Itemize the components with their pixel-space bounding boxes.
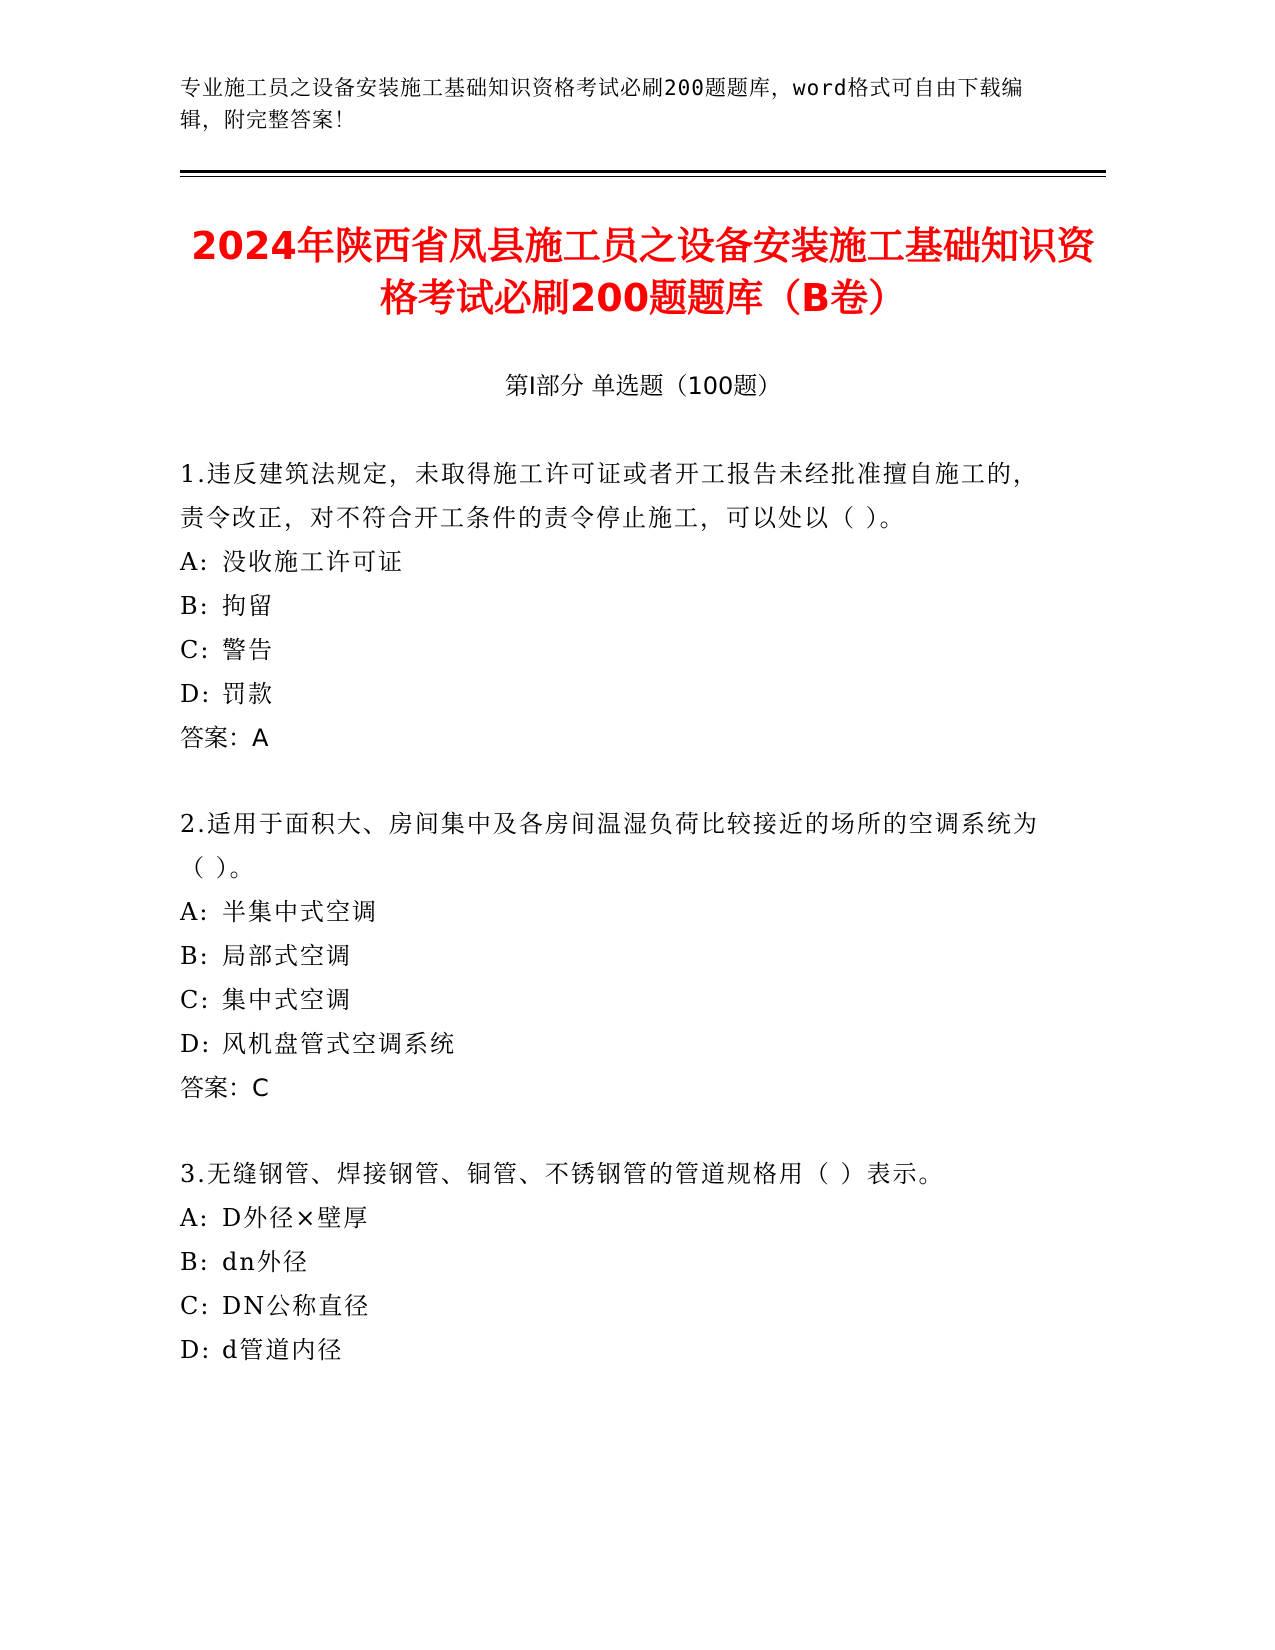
question-1: [180, 452, 1040, 760]
option-text: 半集中式空调: [222, 898, 378, 926]
option-text: 警告: [222, 636, 274, 664]
option-a: [180, 540, 1040, 584]
document-title: 2024年陕西省凤县施工员之设备安装施工基础知识资格考试必刷200题题库（B卷）: [191, 224, 1095, 320]
header-note: 专业施工员之设备安装施工基础知识资格考试必刷200题题库，word格式可自由下载编辑，附完整答案！: [180, 76, 1024, 132]
option-letter: C:: [180, 1292, 211, 1320]
option-c: [180, 978, 1040, 1022]
question-3: [180, 1152, 1040, 1372]
option-text: d管道内径: [222, 1336, 344, 1364]
option-letter: A:: [180, 1204, 210, 1232]
answer-line: 答案：C: [180, 1074, 269, 1102]
option-text: 集中式空调: [222, 986, 352, 1014]
option-letter: D:: [180, 680, 212, 708]
option-c: [180, 628, 1040, 672]
option-b: [180, 584, 1040, 628]
option-text: DN公称直径: [222, 1292, 371, 1320]
question-stem: 3.无缝钢管、焊接钢管、铜管、不锈钢管的管道规格用（ ）表示。: [180, 1160, 945, 1188]
option-text: 风机盘管式空调系统: [222, 1030, 456, 1058]
option-b: [180, 934, 1040, 978]
option-d: [180, 672, 1040, 716]
option-letter: A:: [180, 548, 210, 576]
option-letter: C:: [180, 636, 211, 664]
option-d: [180, 1022, 1040, 1066]
option-text: 没收施工许可证: [222, 548, 404, 576]
option-letter: C:: [180, 986, 211, 1014]
option-text: 拘留: [222, 592, 274, 620]
option-text: dn外径: [222, 1248, 309, 1276]
question-stem: 1.违反建筑法规定，未取得施工许可证或者开工报告未经批准擅自施工的，责令改正，对不符合开工条件的责令停止施工，可以处以（ ）。: [180, 460, 1039, 532]
question-2: [180, 802, 1040, 1110]
option-letter: A:: [180, 898, 210, 926]
option-letter: D:: [180, 1336, 212, 1364]
option-text: 局部式空调: [222, 942, 352, 970]
question-stem: 2.适用于面积大、房间集中及各房间温湿负荷比较接近的场所的空调系统为（ ）。: [180, 810, 1039, 882]
option-a: [180, 890, 1040, 934]
option-text: D外径×壁厚: [222, 1204, 370, 1232]
question-list: [180, 452, 1040, 1414]
option-c: [180, 1284, 1040, 1328]
answer-line: 答案：A: [180, 724, 269, 752]
header-divider-thin: [180, 176, 1106, 177]
option-letter: B:: [180, 592, 210, 620]
option-letter: B:: [180, 942, 210, 970]
header-divider-thick: [180, 170, 1106, 173]
section-title: 第Ⅰ部分 单选题（100题）: [504, 372, 782, 400]
option-d: [180, 1328, 1040, 1372]
option-a: [180, 1196, 1040, 1240]
option-b: [180, 1240, 1040, 1284]
option-letter: D:: [180, 1030, 212, 1058]
option-letter: B:: [180, 1248, 210, 1276]
option-text: 罚款: [222, 680, 274, 708]
